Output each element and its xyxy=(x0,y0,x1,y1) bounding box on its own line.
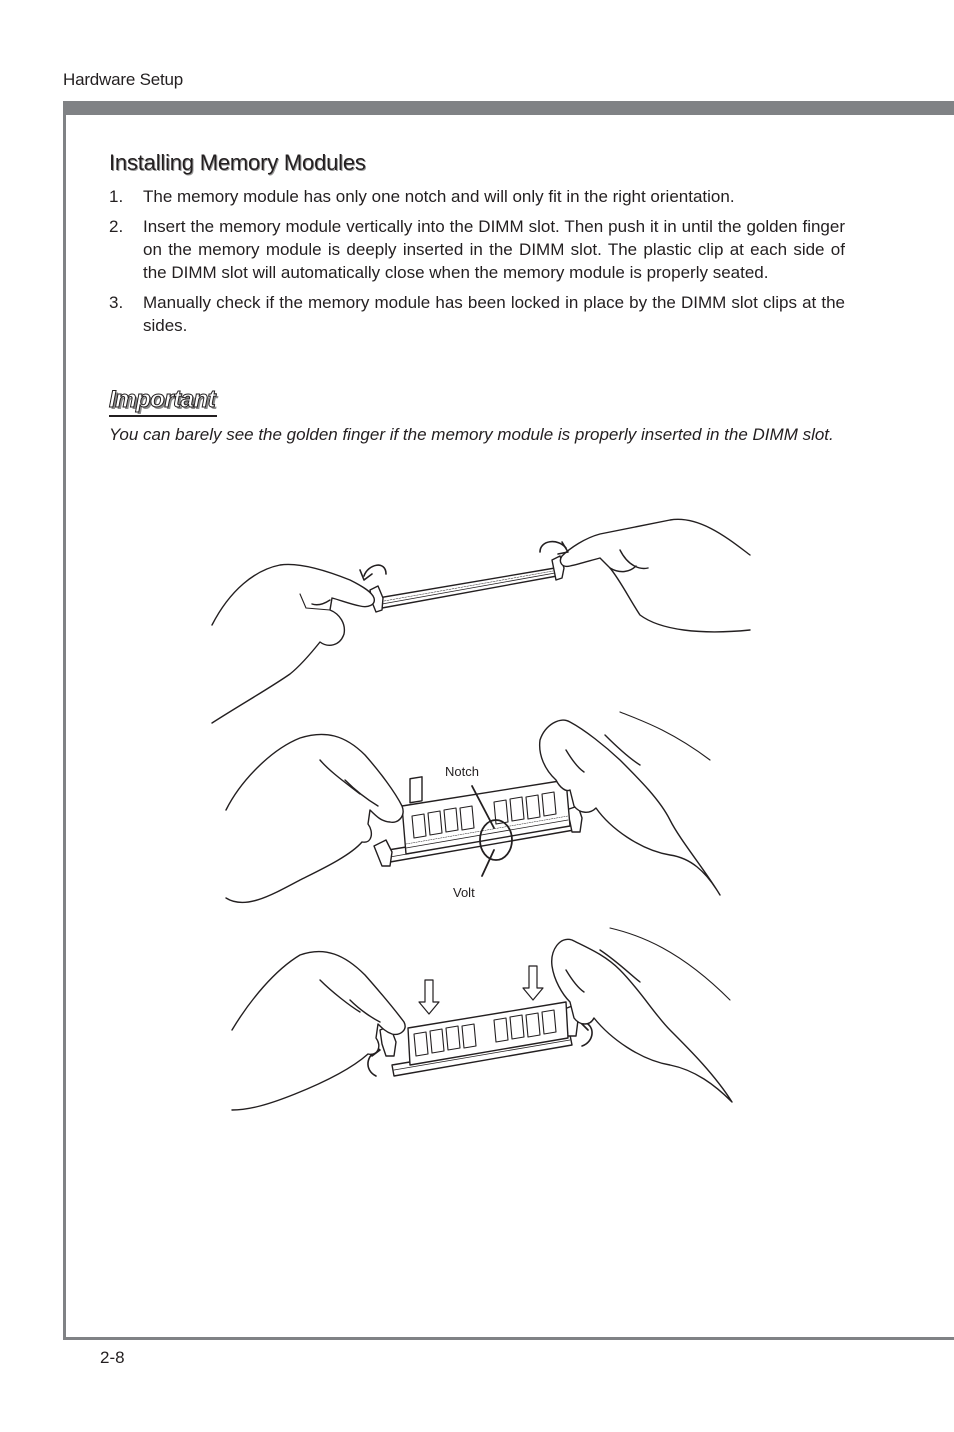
notch-label: Notch xyxy=(445,764,479,779)
step-text: Insert the memory module vertically into the DIMM slot. Then push it in until the golden finger on the memory module is deeply inserted in the DIMM slot. The plastic clip at each side of the DIMM slot will automatically close when the memory module is properly seated. xyxy=(143,217,845,282)
memory-install-illustration xyxy=(200,510,760,1120)
footer-rule xyxy=(63,1337,954,1340)
step-item xyxy=(109,291,845,337)
steps-list xyxy=(109,185,845,344)
step-item xyxy=(109,185,845,208)
volt-label: Volt xyxy=(453,885,475,900)
section-title: Installing Memory Modules xyxy=(109,150,366,175)
step1-open-clips-figure xyxy=(212,519,750,723)
step2-insert-module-figure xyxy=(226,712,720,903)
important-note: You can barely see the golden finger if the memory module is properly inserted in the DIMM slot. xyxy=(109,425,834,444)
step-number: 2. xyxy=(109,217,124,236)
page-number: 2-8 xyxy=(100,1348,125,1367)
step-number: 3. xyxy=(109,293,124,312)
step-text: The memory module has only one notch and will only fit in the right orientation. xyxy=(143,187,735,206)
important-heading: Important xyxy=(109,386,216,413)
step3-press-down-figure xyxy=(232,928,732,1110)
step-item xyxy=(109,215,845,284)
step-text: Manually check if the memory module has been locked in place by the DIMM slot clips at the sides. xyxy=(143,293,845,335)
header-bar xyxy=(63,101,954,115)
left-margin-rule xyxy=(63,101,66,1340)
step-number: 1. xyxy=(109,187,124,206)
important-underline xyxy=(109,415,217,417)
page-header-section: Hardware Setup xyxy=(63,70,184,89)
